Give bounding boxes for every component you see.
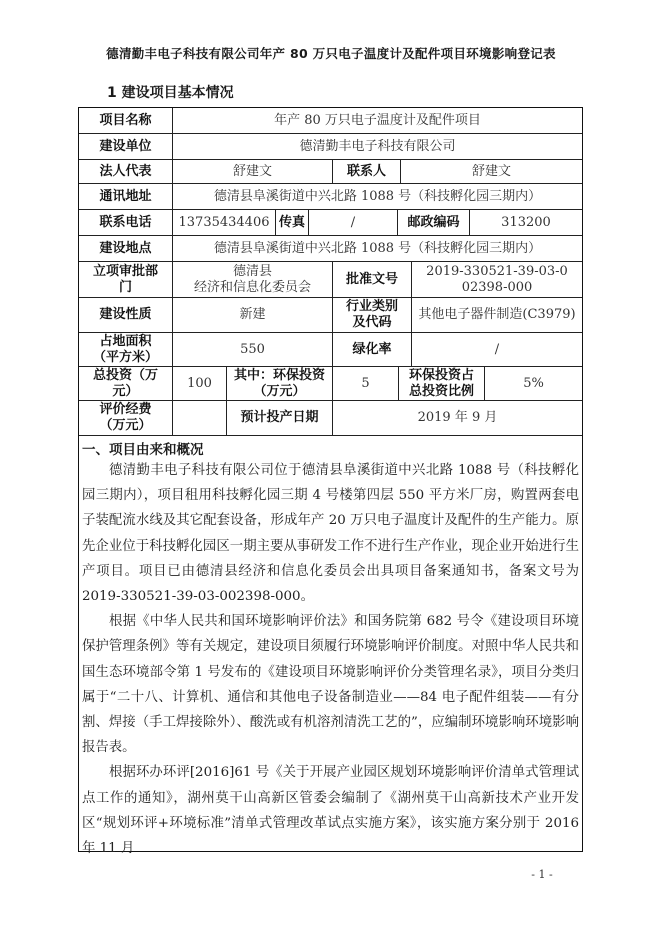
env-invest-value: 5 — [333, 367, 399, 401]
env-ratio-value: 5% — [485, 367, 582, 401]
phone-label: 联系电话 — [79, 210, 173, 236]
postcode-value: 313200 — [470, 210, 582, 236]
legal-rep-label: 法人代表 — [79, 160, 173, 184]
builder-value: 德清勤丰电子科技有限公司 — [173, 134, 582, 160]
nature-value: 新建 — [173, 298, 333, 333]
green-value: / — [412, 333, 582, 367]
nature-label: 建设性质 — [79, 298, 173, 333]
green-label: 绿化率 — [333, 333, 412, 367]
fax-label: 传真 — [276, 210, 309, 236]
area-label: 占地面积（平方米） — [79, 333, 173, 367]
builder-label: 建设单位 — [79, 134, 173, 160]
eval-fee-label: 评价经费（万元） — [79, 401, 173, 436]
approval-dept-value — [173, 262, 333, 298]
page-number-container — [0, 868, 662, 881]
industry-value: 其他电子器件制造(C3979) — [412, 298, 582, 333]
overview-paragraph-3: 根据环办环评[2016]61 号《关于开展产业园区规划环境影响评价清单式管理试点工作的通知》，湖州莫干山高新区管委会编制了《湖州莫干山高新技术产业开发区“规划环评+环境标准”清单式管理改革试点实施方案》，该实施方案分别于 2016 年 11 月 — [82, 765, 579, 857]
approval-no-label: 批准文号 — [333, 262, 412, 298]
prod-date-label: 预计投产日期 — [227, 401, 333, 436]
env-invest-label: 其中：环保投资（万元） — [227, 367, 333, 401]
contact-value: 舒建文 — [401, 160, 582, 184]
overview-body — [82, 458, 579, 861]
prod-date-value: 2019 年 9 月 — [333, 401, 582, 436]
site-value: 德清县阜溪街道中兴北路 1088 号（科技孵化园三期内） — [173, 236, 582, 262]
industry-label: 行业类别及代码 — [333, 298, 412, 333]
approval-no-value: 2019-330521-39-03-002398-000 — [412, 262, 582, 298]
total-invest-value: 100 — [173, 367, 227, 401]
overview-paragraph-2: 根据《中华人民共和国环境影响评价法》和国务院第 682 号令《建设项目环境保护管理条例》等有关规定，建设项目须履行环境影响评价制度。对照中华人民共和国生态环境部令第 1 号发布的《建设项目环境影响评价分类管理名录》，项目分类归属于“二十八、计算机、通信和其他电子设备制造业——84 电子配件组装——有分割、焊接（手工焊接除外）、酸洗或有机溶剂清洗工艺的”，应编制环境影响环境影响报告表。 — [82, 614, 579, 756]
fax-value: / — [309, 210, 398, 236]
eval-fee-value — [173, 401, 227, 436]
area-value: 550 — [173, 333, 333, 367]
phone-value: 13735434406 — [173, 210, 276, 236]
section-title: 1 建设项目基本情况 — [107, 85, 234, 101]
overview-paragraph-1: 德清勤丰电子科技有限公司位于德清县阜溪街道中兴北路 1088 号（科技孵化园三期内），项目租用科技孵化园三期 4 号楼第四层 550 平方米厂房，购置两套电子装配流水线及其它配套设备，形成年产 20 万只电子温度计及配件的生产能力。原先企业位于科技孵化园区一期主要从事研发工作不进行生产作业，现企业开始进行生产项目。项目已由德清县经济和信息化委员会出具项目备案通知书，备案文号为 2019-330521-39-03-002398-000。 — [82, 463, 579, 605]
contact-label: 联系人 — [333, 160, 401, 184]
env-ratio-label: 环保投资占总投资比例 — [399, 367, 485, 401]
approval-dept-label: 立项审批部门 — [79, 262, 173, 298]
address-label: 通讯地址 — [79, 184, 173, 210]
approval-dept-line1: 德清县 — [232, 263, 272, 279]
address-value: 德清县阜溪街道中兴北路 1088 号（科技孵化园三期内） — [173, 184, 582, 210]
approval-dept-line2: 经济和信息化委员会 — [193, 279, 311, 295]
overview-heading: 一、项目由来和概况 — [82, 442, 204, 458]
page-number: - 1 - — [531, 868, 553, 881]
project-name-label: 项目名称 — [79, 108, 173, 134]
total-invest-label: 总投资（万元） — [79, 367, 173, 401]
document-title: 德清勤丰电子科技有限公司年产 80 万只电子温度计及配件项目环境影响登记表 — [106, 46, 556, 61]
site-label: 建设地点 — [79, 236, 173, 262]
legal-rep-value: 舒建文 — [173, 160, 333, 184]
postcode-label: 邮政编码 — [398, 210, 470, 236]
project-name-value: 年产 80 万只电子温度计及配件项目 — [173, 108, 582, 134]
